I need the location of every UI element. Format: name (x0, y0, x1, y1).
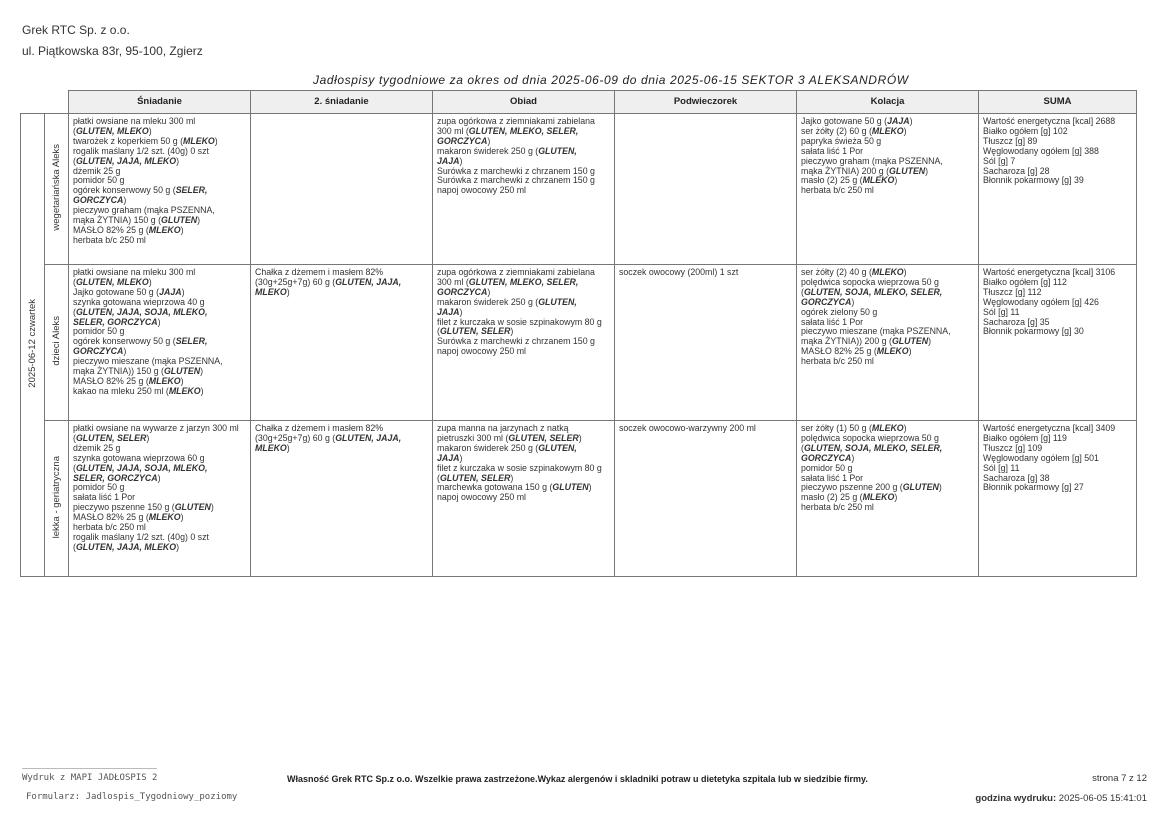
item-text: sałata liść 1 Por (73, 492, 136, 503)
meal-cell-second-breakfast (251, 421, 433, 577)
diet-row (21, 421, 1137, 577)
item-text: zupa manna na jarzynach z natką (437, 423, 569, 433)
meal-cell-breakfast (69, 421, 251, 577)
allergen-text: JAJA (437, 306, 460, 317)
meal-cell-afternoon-snack (615, 265, 797, 421)
menu-item-line (255, 444, 428, 454)
allergen-text: JAJA (887, 116, 910, 126)
column-header-second-breakfast: 2. śniadanie (251, 91, 433, 114)
item-text: pieczywo graham (mąka PSZENNA, (73, 205, 215, 216)
item-text: Chałka z dżemem i masłem 82% (255, 267, 384, 277)
allergen-text: GLUTEN (889, 165, 926, 176)
item-text: płatki owsiane na mleku 300 ml (73, 116, 196, 126)
item-text: kakao na mleku 250 ml ( (73, 385, 169, 396)
item-text: makaron świderek 250 g ( (437, 442, 539, 453)
allergen-text: GLUTEN, JAJA, MLEKO (75, 541, 177, 552)
allergen-text: GLUTEN, JAJA, (335, 276, 402, 287)
allergen-text: GLUTEN, MLEKO (75, 276, 149, 287)
item-text: Wartość energetyczna [kcal] 2688 (983, 116, 1116, 126)
item-text: Sól [g] 11 (983, 306, 1020, 317)
allergen-text: GLUTEN (174, 502, 211, 513)
item-text: płatki owsiane na mleku 300 ml (73, 267, 196, 277)
item-text: MASŁO 82% 25 g ( (801, 346, 877, 357)
allergen-text: MLEKO (255, 286, 287, 297)
item-text: ( (73, 155, 76, 166)
footer-form-name: Formularz: Jadlospis_Tygodniowy_poziomy (26, 792, 238, 802)
menu-item-line (801, 357, 974, 367)
item-text: szynka gotowana wieprzowa 60 g (73, 452, 205, 463)
allergen-text: GLUTEN (163, 366, 201, 377)
allergen-text: MLEKO (862, 492, 895, 503)
item-text: masło (2) 25 g ( (801, 175, 863, 186)
allergen-text: GLUTEN, MLEKO, SELER, (468, 276, 579, 287)
item-text: Wartość energetyczna [kcal] 3106 (983, 267, 1116, 277)
item-text: herbata b/c 250 ml (801, 185, 874, 196)
item-text: polędwica sopocka wieprzowa 50 g (801, 276, 939, 287)
item-text: makaron świderek 250 g ( (437, 145, 539, 156)
allergen-text: GLUTEN, SOJA, MLEKO, SELER, (803, 442, 943, 453)
nutrition-sum-cell (979, 265, 1137, 421)
allergen-text: GLUTEN (552, 482, 589, 493)
item-text: napoj owocowy 250 ml (437, 185, 526, 196)
item-text-end: ) (578, 432, 582, 443)
item-text: pomidor 50 g (73, 482, 125, 493)
column-header-breakfast: Śniadanie (69, 91, 251, 114)
item-text: pieczywo mieszane (mąka PSZENNA, (73, 356, 223, 367)
item-text: masło (2) 25 g ( (801, 492, 863, 503)
item-text: mąka ŻYTNIA) 150 g ( (73, 215, 161, 226)
menu-item-line (619, 424, 792, 434)
column-header-afternoon-snack: Podwieczorek (615, 91, 797, 114)
menu-item-line (437, 147, 610, 157)
item-text-end: ) (851, 296, 855, 307)
item-text: MASŁO 82% 25 g ( (73, 224, 149, 235)
meal-cell-dinner (797, 265, 979, 421)
item-text: soczek owocowy (200ml) 1 szt (619, 267, 739, 277)
item-text: Jajko gotowane 50 g ( (801, 116, 888, 126)
item-text-end: ) (894, 175, 898, 186)
header-corner (45, 91, 69, 114)
item-text: sałata liść 1 Por (801, 145, 864, 156)
meal-cell-lunch (433, 114, 615, 265)
item-text: mąka ŻYTNIA)) 200 g ( (801, 336, 892, 347)
allergen-text: JAJA (159, 286, 182, 297)
item-text: filet z kurczaka w sosie szpinakowym 80 g (437, 462, 602, 473)
item-text: ( (73, 276, 76, 287)
item-text-end: ) (908, 346, 912, 357)
item-text-end: ) (510, 472, 514, 483)
allergen-text: GLUTEN, (538, 145, 577, 156)
item-text-end: ) (148, 276, 152, 287)
column-header-lunch: Obiad (433, 91, 615, 114)
item-text: ser żółty (2) 60 g ( (801, 125, 872, 136)
meal-cell-afternoon-snack (615, 114, 797, 265)
item-text: pieczywo pszenne 200 g ( (801, 482, 903, 493)
company-name: Grek RTC Sp. z o.o. (22, 23, 130, 37)
item-text: ogórek konserwowy 50 g ( (73, 336, 176, 347)
allergen-text: GORCZYCA (73, 346, 124, 357)
item-text: sałata liść 1 Por (801, 472, 864, 483)
allergen-text: GLUTEN (902, 482, 939, 493)
item-text: Tłuszcz [g] 89 (983, 135, 1038, 146)
item-text: Białko ogółem [g] 102 (983, 125, 1068, 136)
item-text-end: ) (938, 482, 942, 493)
document-title: Jadłospisy tygodniowe za okres od dnia 2025-06-09 do dnia 2025-06-15 SEKTOR 3 ALEKSANDRÓW (313, 73, 909, 87)
allergen-text: MLEKO (148, 375, 181, 386)
item-text-end: ) (157, 472, 161, 483)
item-text: Białko ogółem [g] 112 (983, 276, 1067, 287)
allergen-text: GLUTEN, JAJA, SOJA, MLEKO, (75, 462, 208, 473)
item-text-end: ) (851, 452, 855, 463)
allergen-text: MLEKO (168, 385, 201, 396)
item-text: Surówka z marchewki z chrzanem 150 g (437, 165, 595, 176)
item-text: makaron świderek 250 g ( (437, 296, 539, 307)
item-text-end: ) (123, 346, 127, 357)
allergen-text: MLEKO (148, 224, 181, 235)
item-text: Jajko gotowane 50 g ( (73, 286, 160, 297)
item-text: ( (73, 125, 76, 136)
item-text: Surówka z marchewki z chrzanem 150 g (437, 336, 595, 347)
menu-item-line (437, 298, 610, 308)
item-text-end: ) (176, 155, 180, 166)
item-text: Węglowodany ogółem [g] 426 (983, 296, 1099, 307)
item-text: pietruszki 300 ml ( (437, 432, 509, 443)
item-text: herbata b/c 250 ml (73, 234, 146, 245)
item-text-end: ) (909, 116, 913, 126)
item-text: ogórek konserwowy 50 g ( (73, 185, 176, 196)
footer-ownership-notice: Własność Grek RTC Sp.z o.o. Wszelkie prawa zastrzeżone.Wykaz alergenów i skladniki potraw u dietetyka szpitala lub w siedzibie firmy. (287, 774, 868, 784)
item-text-end: ) (146, 432, 150, 443)
item-text: ( (73, 432, 76, 443)
item-text: Sól [g] 7 (983, 155, 1016, 166)
nutrition-line (983, 483, 1132, 493)
weekly-menu-table (20, 90, 1137, 577)
item-text: polędwica sopocka wieprzowa 50 g (801, 432, 939, 443)
allergen-text: MLEKO (862, 175, 895, 186)
item-text-end: ) (197, 215, 201, 226)
item-text-end: ) (181, 286, 185, 297)
footer-printout-source: Wydruk z MAPI JADŁOSPIS 2 (22, 773, 158, 783)
allergen-text: GLUTEN (161, 215, 198, 226)
nutrition-sum-cell (979, 421, 1137, 577)
item-text: Węglowodany ogółem [g] 388 (983, 145, 1099, 156)
menu-item-line (437, 347, 610, 357)
item-text: pomidor 50 g (73, 326, 125, 337)
item-text: pieczywo mieszane (mąka PSZENNA, (801, 326, 951, 337)
diet-row (21, 114, 1137, 265)
item-text-end: ) (214, 135, 218, 146)
meal-cell-lunch (433, 265, 615, 421)
item-text-end: ) (459, 306, 463, 317)
item-text: Błonnik pokarmowy [g] 39 (983, 175, 1084, 186)
date-label: 2025-06-12 czwartek (26, 299, 38, 388)
item-text-end: ) (200, 366, 204, 377)
item-text: ( (73, 462, 76, 473)
item-text: zupa ogórkowa z ziemniakami zabielana (437, 267, 595, 277)
allergen-text: GLUTEN, JAJA, (335, 432, 402, 443)
diet-row (21, 265, 1137, 421)
allergen-text: GLUTEN, SELER (439, 472, 511, 483)
allergen-text: GLUTEN (891, 336, 929, 347)
item-text: Błonnik pokarmowy [g] 30 (983, 326, 1084, 337)
item-text-end: ) (925, 165, 929, 176)
header-corner (21, 91, 45, 114)
menu-item-line (73, 387, 246, 397)
item-text: Węglowodany ogółem [g] 501 (983, 452, 1099, 463)
item-text: 300 ml ( (437, 276, 469, 287)
meal-cell-breakfast (69, 114, 251, 265)
item-text: (30g+25g+7g) 60 g ( (255, 276, 336, 287)
menu-item-line (437, 493, 610, 503)
item-text: mąka ŻYTNIA)) 150 g ( (73, 366, 164, 377)
item-text: Błonnik pokarmowy [g] 27 (983, 482, 1084, 493)
item-text: twarożek z koperkiem 50 g ( (73, 135, 184, 146)
company-address: ul. Piątkowska 83r, 95-100, Zgierz (22, 44, 203, 58)
item-text-end: ) (123, 195, 127, 206)
item-text: Białko ogółem [g] 119 (983, 432, 1067, 443)
item-text-end: ) (200, 385, 204, 396)
item-text: MASŁO 82% 25 g ( (73, 375, 149, 386)
print-time-value: 2025-06-05 15:41:01 (1058, 793, 1147, 804)
allergen-text: MLEKO (871, 125, 904, 136)
allergen-text: GLUTEN, JAJA, SOJA, MLEKO, (75, 306, 208, 317)
item-text: Sacharoza [g] 38 (983, 472, 1050, 483)
allergen-text: GLUTEN, JAJA, MLEKO (75, 155, 177, 166)
item-text-end: ) (903, 125, 907, 136)
item-text-end: ) (928, 336, 932, 347)
nutrition-line (983, 327, 1132, 337)
allergen-text: MLEKO (183, 135, 215, 146)
item-text: Sacharoza [g] 35 (983, 316, 1050, 327)
menu-item-line (801, 186, 974, 196)
diet-cell (45, 114, 69, 265)
item-text: Sacharoza [g] 28 (983, 165, 1050, 176)
item-text: filet z kurczaka w sosie szpinakowym 80 g (437, 316, 602, 327)
item-text-end: ) (487, 286, 491, 297)
meal-cell-afternoon-snack (615, 421, 797, 577)
item-text: herbata b/c 250 ml (801, 356, 874, 367)
item-text-end: ) (588, 482, 592, 493)
diet-label: dzieci Aleks (50, 316, 62, 366)
menu-item-line (437, 186, 610, 196)
item-text: płatki owsiane na wywarze z jarzyn 300 ml (73, 423, 239, 433)
meal-cell-dinner (797, 421, 979, 577)
item-text-end: ) (286, 286, 290, 297)
item-text: Sól [g] 11 (983, 462, 1020, 473)
item-text: herbata b/c 250 ml (73, 522, 146, 533)
item-text-end: ) (459, 452, 463, 463)
item-text-end: ) (487, 135, 491, 146)
item-text: pomidor 50 g (801, 462, 853, 473)
item-text: pieczywo graham (mąka PSZENNA, (801, 155, 943, 166)
page-number: strona 7 z 12 (1092, 773, 1147, 784)
allergen-text: MLEKO (876, 346, 909, 357)
diet-label: lekka - geriatryczna (50, 455, 62, 539)
item-text: 300 ml ( (437, 125, 469, 136)
allergen-text: MLEKO (871, 423, 904, 433)
item-text: pieczywo pszenne 150 g ( (73, 502, 175, 513)
item-text: dżemik 25 g (73, 442, 121, 453)
item-text: Tłuszcz [g] 109 (983, 442, 1043, 453)
item-text: ser żółty (1) 50 g ( (801, 423, 872, 433)
item-text: MASŁO 82% 25 g ( (73, 512, 149, 523)
item-text: napoj owocowy 250 ml (437, 492, 526, 503)
item-text-end: ) (894, 492, 898, 503)
item-text: Chałka z dżemem i masłem 82% (255, 423, 384, 433)
menu-item-line (619, 268, 792, 278)
item-text: ( (801, 286, 804, 297)
item-text-end: ) (180, 375, 184, 386)
item-text-end: ) (148, 125, 152, 136)
item-text: dżemik 25 g (73, 165, 121, 176)
menu-item-line (437, 444, 610, 454)
allergen-text: SELER, (175, 336, 208, 347)
allergen-text: GLUTEN, MLEKO (75, 125, 149, 136)
diet-label: wegetariańska Aleks (50, 144, 62, 231)
item-text: marchewka gotowana 150 g ( (437, 482, 553, 493)
print-time (975, 793, 1147, 804)
item-text: ( (73, 541, 76, 552)
item-text-end: ) (459, 155, 463, 166)
item-text: szynka gotowana wieprzowa 40 g (73, 296, 205, 307)
allergen-text: GORCZYCA (437, 135, 488, 146)
print-time-label: godzina wydruku: (975, 793, 1057, 804)
allergen-text: GORCZYCA (801, 296, 852, 307)
item-text: ( (437, 472, 440, 483)
item-text: ( (437, 326, 440, 337)
allergen-text: GORCZYCA (437, 286, 488, 297)
item-text: rogalik maślany 1/2 szt. (40g) 0 szt (73, 145, 209, 156)
meal-cell-lunch (433, 421, 615, 577)
diet-cell (45, 421, 69, 577)
allergen-text: MLEKO (255, 442, 287, 453)
item-text-end: ) (180, 224, 184, 235)
column-header-dinner: Kolacja (797, 91, 979, 114)
meal-cell-breakfast (69, 265, 251, 421)
item-text: herbata b/c 250 ml (801, 502, 874, 513)
allergen-text: GLUTEN, SELER (508, 432, 579, 443)
item-text: napoj owocowy 250 ml (437, 346, 526, 357)
allergen-text: SELER, (175, 185, 208, 196)
item-text: (30g+25g+7g) 60 g ( (255, 432, 336, 443)
item-text: Wartość energetyczna [kcal] 3409 (983, 423, 1116, 433)
item-text: ogórek zielony 50 g (801, 306, 878, 317)
allergen-text: GORCZYCA (73, 195, 124, 206)
item-text: papryka świeża 50 g (801, 135, 882, 146)
item-text-end: ) (180, 512, 184, 523)
item-text: sałata liść 1 Por (801, 316, 864, 327)
nutrition-line (983, 176, 1132, 186)
menu-item-line (255, 288, 428, 298)
item-text: Surówka z marchewki z chrzanem 150 g (437, 175, 595, 186)
meal-cell-dinner (797, 114, 979, 265)
diet-cell (45, 265, 69, 421)
item-text: pomidor 50 g (73, 175, 125, 186)
item-text-end: ) (903, 423, 907, 433)
allergen-text: GLUTEN, SELER (439, 326, 511, 337)
menu-item-line (801, 503, 974, 513)
allergen-text: JAJA (437, 155, 460, 166)
allergen-text: MLEKO (148, 512, 181, 523)
item-text: soczek owocowo-warzywny 200 ml (619, 423, 756, 433)
date-cell (21, 114, 45, 577)
allergen-text: GLUTEN, (538, 442, 577, 453)
item-text: Tłuszcz [g] 112 (983, 286, 1042, 297)
item-text-end: ) (903, 267, 907, 277)
menu-item-line (73, 543, 246, 553)
meal-cell-second-breakfast (251, 114, 433, 265)
item-text-end: ) (286, 442, 290, 453)
item-text: ( (801, 442, 804, 453)
allergen-text: GLUTEN, SELER (75, 432, 147, 443)
item-text: rogalik maślany 1/2 szt. (40g) 0 szt (73, 531, 209, 542)
header-row (21, 91, 1137, 114)
item-text-end: ) (157, 316, 161, 327)
nutrition-sum-cell (979, 114, 1137, 265)
column-header-sum: SUMA (979, 91, 1137, 114)
item-text-end: ) (210, 502, 214, 513)
allergen-text: SELER, GORCZYCA (73, 472, 158, 483)
menu-item-line (73, 236, 246, 246)
item-text: zupa ogórkowa z ziemniakami zabielana (437, 116, 595, 126)
allergen-text: MLEKO (871, 267, 904, 277)
footer-divider (22, 768, 157, 769)
allergen-text: JAJA (437, 452, 460, 463)
allergen-text: GORCZYCA (801, 452, 852, 463)
allergen-text: SELER, GORCZYCA (73, 316, 158, 327)
item-text-end: ) (176, 541, 180, 552)
item-text: ( (73, 306, 76, 317)
item-text: mąka ŻYTNIA) 200 g ( (801, 165, 889, 176)
item-text: ser żółty (2) 40 g ( (801, 267, 872, 277)
allergen-text: GLUTEN, MLEKO, SELER, (468, 125, 579, 136)
allergen-text: GLUTEN, SOJA, MLEKO, SELER, (803, 286, 943, 297)
allergen-text: GLUTEN, (538, 296, 577, 307)
meal-cell-second-breakfast (251, 265, 433, 421)
item-text-end: ) (510, 326, 514, 337)
